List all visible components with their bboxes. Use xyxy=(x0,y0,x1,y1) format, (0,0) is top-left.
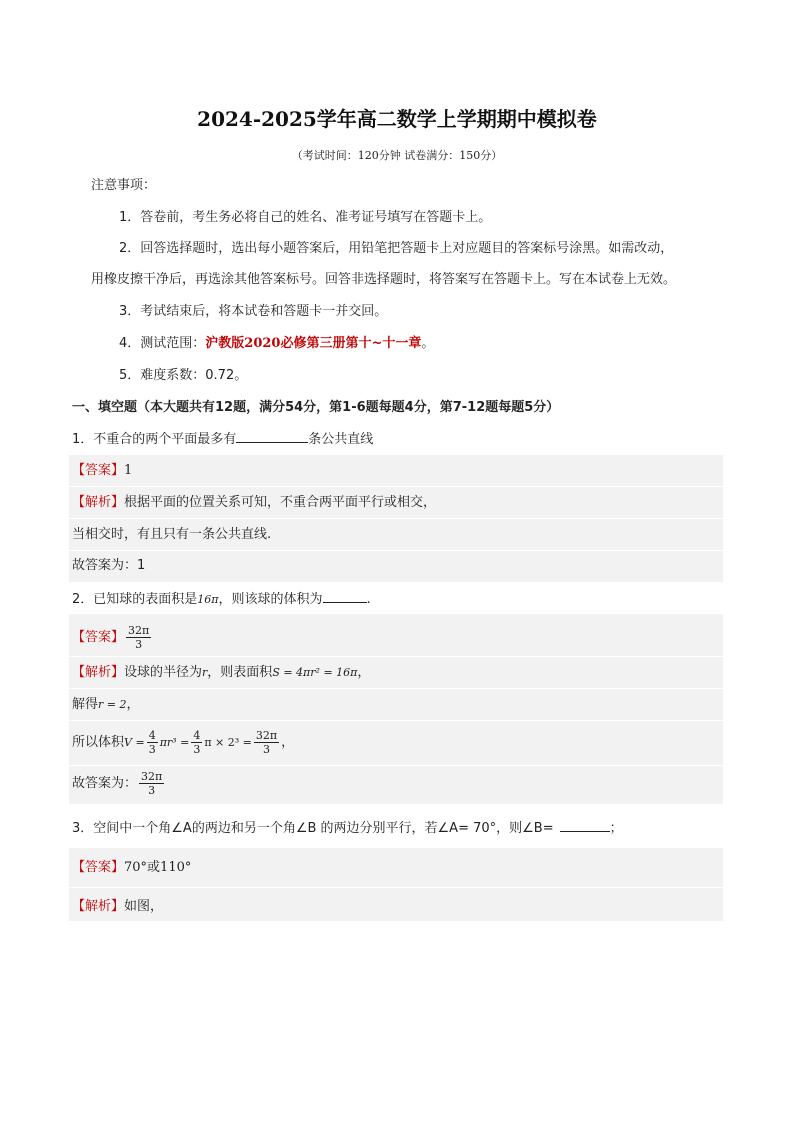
question-2-conclusion xyxy=(72,770,166,798)
answer-label: 【答案】 xyxy=(72,860,125,875)
fraction-four-thirds: $\frac{4}{3}$ xyxy=(148,729,156,756)
answer-value: 1 xyxy=(124,463,133,478)
fraction-four-thirds: $\frac{4}{3}$ xyxy=(193,729,201,756)
solve-value: r = 2 xyxy=(98,698,127,711)
analysis-label: 【解析】 xyxy=(72,665,125,680)
question-1-blank xyxy=(236,429,308,443)
question-1-text-before: 1．不重合的两个平面最多有 xyxy=(72,432,237,447)
question-1-text-after: 条公共直线 xyxy=(308,432,374,447)
question-3-answer xyxy=(72,858,191,878)
note-item-5: 5．难度系数：0.72。 xyxy=(119,368,248,383)
question-3-stem xyxy=(72,818,623,839)
divider xyxy=(69,656,723,657)
note-item-2-line-1: 2．回答选择题时，选出每小题答案后，用铅笔把答题卡上对应题目的答案标号涂黑。如需改动， xyxy=(119,241,674,256)
question-3-analysis xyxy=(72,897,163,917)
question-3-blank xyxy=(560,818,610,832)
question-1-answer xyxy=(72,461,132,481)
surface-area-formula: S = 4πr² = 16π xyxy=(272,666,358,679)
answer-fraction: $\frac{32\pi}{3}$ xyxy=(128,624,150,651)
page-title: 2024-2025学年高二数学上学期期中模拟卷 xyxy=(197,107,597,131)
volume-prefix: 所以体积 xyxy=(72,735,125,750)
note-item-3: 3．考试结束后，将本试卷和答题卡一并交回。 xyxy=(119,304,388,319)
solve-prefix: 解得 xyxy=(72,697,99,712)
note-item-4-suffix: 。 xyxy=(421,336,435,351)
question-2-area-value: 16π xyxy=(197,593,219,606)
volume-formula: πr³ = xyxy=(159,736,190,749)
conclusion-prefix: 故答案为： xyxy=(72,776,138,791)
question-1-analysis-line-2: 当相交时，有且只有一条公共直线. xyxy=(72,527,272,542)
question-2-text-end: . xyxy=(366,592,371,607)
volume-substitution: π × 2³ = xyxy=(204,736,252,749)
analysis-text-end: ， xyxy=(357,665,371,680)
note-item-4 xyxy=(119,334,434,354)
question-2-volume xyxy=(72,728,294,758)
radius-symbol: r xyxy=(202,666,208,679)
question-2-solution-box xyxy=(69,614,723,804)
analysis-label: 【解析】 xyxy=(72,899,125,914)
question-2-text-before: 2．已知球的表面积是 xyxy=(72,592,198,607)
question-3-text: 3．空间中一个角∠A的两边和另一个角∠B 的两边分别平行，若∠A= 70°，则∠B= xyxy=(72,821,554,836)
note-item-2-line-2: 用橡皮擦干净后，再选涂其他答案标号。回答非选择题时，将答案写在答题卡上。写在本试卷上无效。 xyxy=(91,272,677,287)
divider xyxy=(69,688,723,689)
question-2-stem xyxy=(72,589,371,610)
analysis-text-mid: ，则表面积 xyxy=(207,665,273,680)
conclusion-fraction: $\frac{32\pi}{3}$ xyxy=(141,770,163,797)
exam-meta: （考试时间：120分钟 试卷满分：150分） xyxy=(291,149,503,162)
notes-heading: 注意事项： xyxy=(91,178,157,193)
volume-end: ， xyxy=(281,735,295,750)
fraction-result: $\frac{32\pi}{3}$ xyxy=(255,729,278,756)
test-scope: 沪教版2020必修第三册第十~十一章 xyxy=(205,336,422,351)
solve-end: ， xyxy=(126,697,140,712)
question-1-stem xyxy=(72,429,373,450)
question-3-text-end: ； xyxy=(609,821,623,836)
analysis-text: 设球的半径为 xyxy=(124,665,203,680)
divider xyxy=(69,550,723,551)
analysis-label: 【解析】 xyxy=(72,495,125,510)
question-2-blank xyxy=(323,589,367,603)
question-1-conclusion: 故答案为：1 xyxy=(72,558,146,573)
answer-value: 70°或110° xyxy=(124,860,192,875)
divider xyxy=(69,518,723,519)
note-item-1: 1．答卷前，考生务必将自己的姓名、准考证号填写在答题卡上。 xyxy=(119,210,492,225)
divider xyxy=(69,720,723,721)
section-heading: 一、填空题（本大题共有12题，满分54分，第1-6题每题4分，第7-12题每题5分） xyxy=(72,400,560,415)
analysis-text: 根据平面的位置关系可知，不重合两平面平行或相交， xyxy=(124,495,437,510)
divider xyxy=(69,486,723,487)
divider xyxy=(69,887,723,888)
question-2-text-after: ，则该球的体积为 xyxy=(218,592,323,607)
divider xyxy=(69,765,723,766)
question-2-answer xyxy=(72,624,153,651)
question-2-analysis xyxy=(72,663,370,683)
analysis-text: 如图， xyxy=(124,899,164,914)
answer-label: 【答案】 xyxy=(72,463,125,478)
question-1-analysis xyxy=(72,493,436,513)
answer-label: 【答案】 xyxy=(72,630,125,645)
volume-lhs: V = xyxy=(124,736,145,749)
question-2-solve xyxy=(72,695,140,715)
note-item-4-prefix: 4．测试范围： xyxy=(119,336,206,351)
